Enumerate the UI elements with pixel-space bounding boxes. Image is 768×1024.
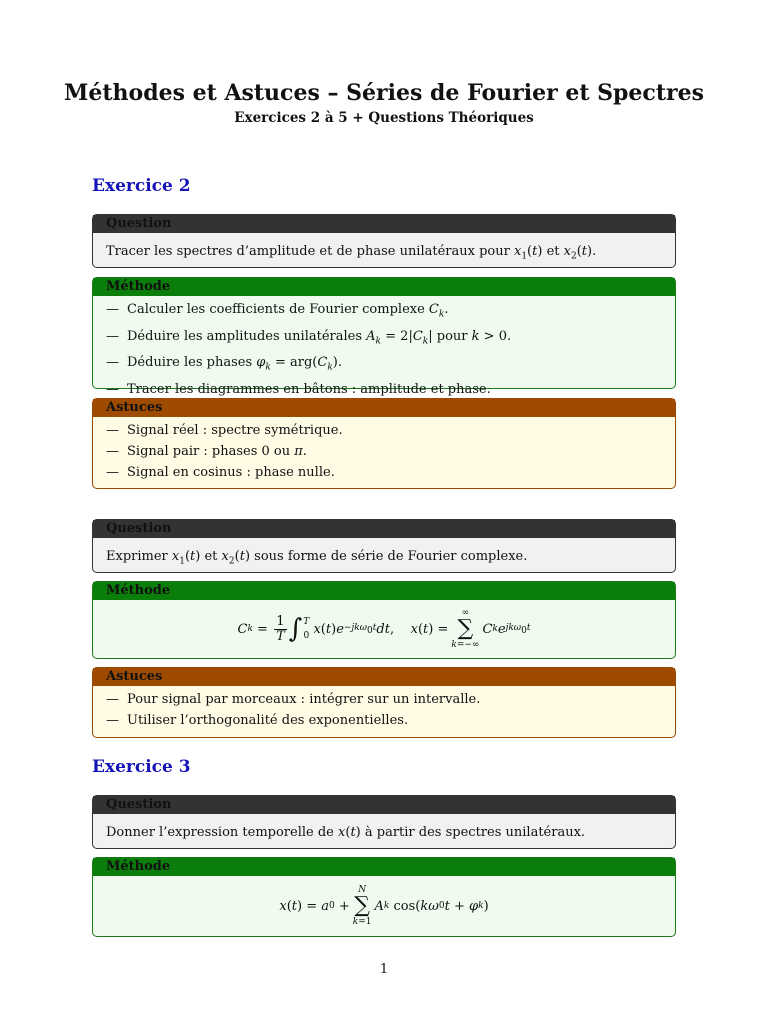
list-item: — Calculer les coefficients de Fourier complexe $C_k$.	[106, 302, 449, 320]
tips-list	[93, 417, 675, 491]
list-item: — Signal en cosinus : phase nulle.	[106, 465, 335, 480]
method-box	[92, 277, 676, 397]
list-item: — Déduire les amplitudes unilatérales $A_k = 2|C_k|$ pour k > 0.	[106, 328, 512, 347]
tips-header: Astuces	[93, 668, 675, 686]
list-item: — Pour signal par morceaux : intégrer sur un intervalle.	[106, 692, 481, 707]
question-box	[92, 795, 676, 849]
method-box	[92, 581, 676, 659]
list-item: — Utiliser l’orthogonalité des exponentielles.	[106, 713, 409, 728]
list-item: — Signal réel : spectre symétrique.	[106, 423, 343, 438]
document-title: Méthodes et Astuces – Séries de Fourier et Spectres	[64, 80, 704, 106]
tips-header: Astuces	[93, 399, 675, 417]
method-header: Méthode	[93, 582, 675, 600]
document-subtitle: Exercices 2 à 5 + Questions Théoriques	[234, 110, 534, 126]
tips-box	[92, 667, 676, 738]
exercice-3-heading: Exercice 3	[92, 757, 191, 777]
tips-list	[93, 686, 675, 739]
list-item: — Déduire les phases $\varphi_k = arg(C_k)$.	[106, 355, 343, 373]
question-text: Donner l’expression temporelle de x(t) à partir des spectres unilatéraux.	[106, 825, 586, 840]
question-box	[92, 519, 676, 573]
tips-box	[92, 398, 676, 489]
question-header: Question	[93, 796, 675, 814]
method-header: Méthode	[93, 278, 675, 296]
unilateral-series-formula: x ( t ) = a 0 + N ∑ k=1 A k cos( kω 0 t + φ k )	[279, 885, 489, 927]
question-text: Exprimer $x_1(t)$ et $x_2(t)$ sous forme de série de Fourier complexe.	[106, 549, 528, 567]
method-header: Méthode	[93, 858, 675, 876]
exercice-2-heading: Exercice 2	[92, 176, 191, 196]
list-item: — Tracer les diagrammes en bâtons : amplitude et phase.	[106, 381, 491, 397]
list-item: — Signal pair : phases 0 ou π.	[106, 444, 307, 459]
fourier-series-formula: C k = $\frac{1}{T}$ ∫ T 0 x ( t ) e −jkω$_0$t dt , x ( t ) = ∞ ∑ k=−∞ C k e jkω$_0$t	[237, 608, 531, 650]
question-header: Question	[93, 520, 675, 538]
method-box	[92, 857, 676, 937]
question-header: Question	[93, 215, 675, 233]
question-text: Tracer les spectres d’amplitude et de phase unilatéraux pour $x_1(t)$ et $x_2(t)$.	[106, 244, 597, 262]
page-number: 1	[379, 962, 389, 977]
question-box	[92, 214, 676, 268]
method-list	[93, 296, 675, 408]
